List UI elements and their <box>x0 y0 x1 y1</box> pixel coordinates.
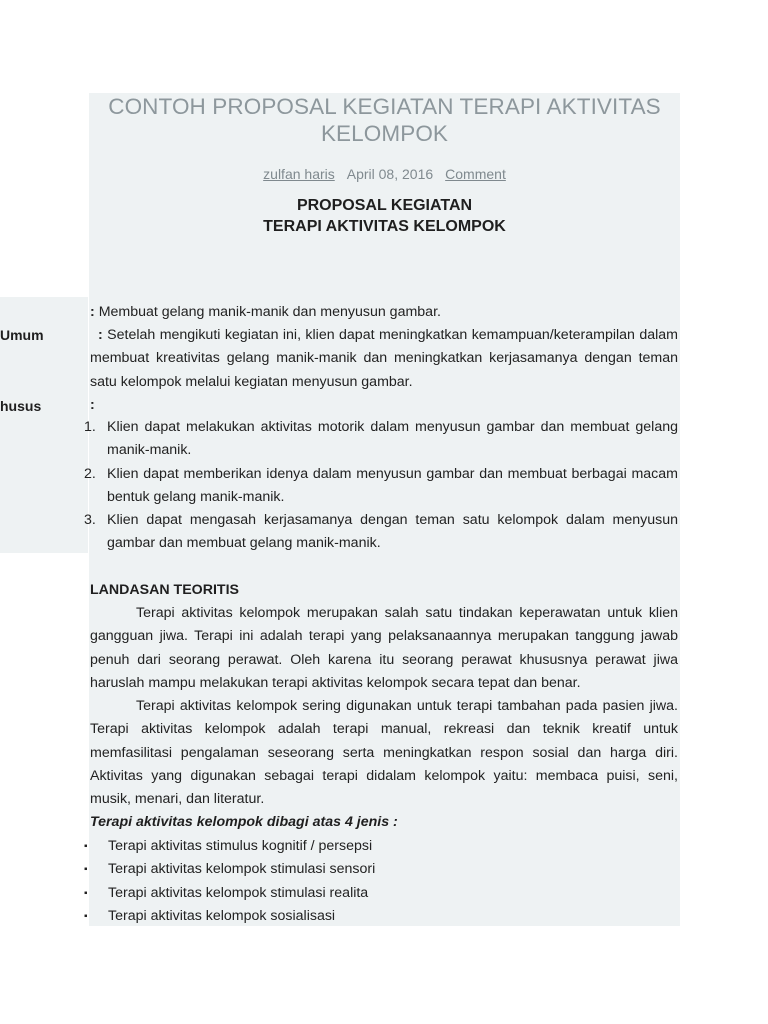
document-heading <box>89 195 680 237</box>
list-item <box>84 416 678 463</box>
theory-paragraph-1: Terapi aktivitas kelompok merupakan salah satu tindakan keperawatan untuk klien gangguan jiwa. Terapi ini adalah terapi yang pelaksanaannya merupakan tanggung jawab penuh dari seorang perawat. Oleh karena itu seorang perawat khususnya perawat jiwa haruslah mampu melakukan terapi aktivitas kelompok secara tepat dan benar. <box>90 605 678 691</box>
list-item <box>84 463 678 510</box>
list-item <box>84 835 375 858</box>
bullet-icon: ▪ <box>84 887 88 899</box>
list-number: 3. <box>84 512 96 529</box>
list-item <box>84 905 375 928</box>
theory-paragraph-2: Terapi aktivitas kelompok sering digunakan untuk terapi tambahan pada pasien jiwa. Terapi aktivitas kelompok adalah terapi manual, rekreasi dan teknik kreatif untuk memfasilitasi pengalaman seseorang serta meningkatkan respon sosial dan harga diri. Aktivitas yang digunakan sebagai terapi didalam kelompok yaitu: membaca puisi, seni, musik, menari, dan literatur. <box>90 698 678 808</box>
document-heading-line2: TERAPI AKTIVITAS KELOMPOK <box>263 218 506 235</box>
bullet-icon: ▪ <box>84 864 88 876</box>
document-heading-line1: PROPOSAL KEGIATAN <box>296 197 473 214</box>
post-title: CONTOH PROPOSAL KEGIATAN TERAPI AKTIVITAS KELOMPOK <box>108 94 661 146</box>
types-heading: Terapi aktivitas kelompok dibagi atas 4 jenis : <box>90 814 398 830</box>
specific-goal-colon <box>90 394 678 417</box>
author-link[interactable]: zulfan haris <box>263 166 335 182</box>
list-item-text: Klien dapat memberikan idenya dalam menyusun gambar dan membuat berbagai macam bentuk gelang manik-manik. <box>107 465 678 505</box>
activity-text: Membuat gelang manik-manik dan menyusun gambar. <box>98 304 441 320</box>
list-item-text: Terapi aktivitas kelompok sosialisasi <box>108 907 336 924</box>
activity-line <box>90 301 678 324</box>
bullet-icon: ▪ <box>84 841 88 852</box>
list-item-text: Terapi aktivitas kelompok stimulasi sensori <box>108 861 376 878</box>
section-title: LANDASAN TEORITIS <box>90 582 239 598</box>
list-item <box>84 882 375 905</box>
post-date: April 08, 2016 <box>346 166 434 182</box>
list-number: 2. <box>84 465 96 482</box>
list-item <box>84 509 678 556</box>
bullet-icon: ▪ <box>84 910 88 922</box>
post-meta <box>89 166 680 182</box>
list-item <box>84 858 375 881</box>
comment-link[interactable]: Comment <box>445 166 506 182</box>
general-goal-text: Setelah mengikuti kegiatan ini, klien dapat meningkatkan kemampuan/keterampilan dalam membuat kreativitas gelang manik-manik dan meningkatkan kerjasamanya dengan teman satu kelompok melalui kegiatan menyusun gambar. <box>90 327 678 390</box>
list-number: 1. <box>84 419 96 435</box>
list-item-text: Terapi aktivitas stimulus kognitif / persepsi <box>108 838 373 854</box>
therapy-types-list <box>84 835 375 928</box>
cut-label-umum: Umum <box>0 327 44 343</box>
colon-mark: : <box>90 304 95 320</box>
colon-mark: : <box>98 327 103 343</box>
list-item-text: Klien dapat melakukan aktivitas motorik dalam menyusun gambar dan membuat gelang manik-manik. <box>107 419 678 459</box>
cut-label-khusus: husus <box>0 398 42 414</box>
list-item-text: Terapi aktivitas kelompok stimulasi realita <box>108 884 369 901</box>
specific-goals-list <box>84 416 678 556</box>
list-item-text: Klien dapat mengasah kerjasamanya dengan teman satu kelompok dalam menyusun gambar dan membuat gelang manik-manik. <box>107 512 678 552</box>
colon-mark: : <box>90 397 95 413</box>
general-goal-paragraph <box>90 324 678 394</box>
